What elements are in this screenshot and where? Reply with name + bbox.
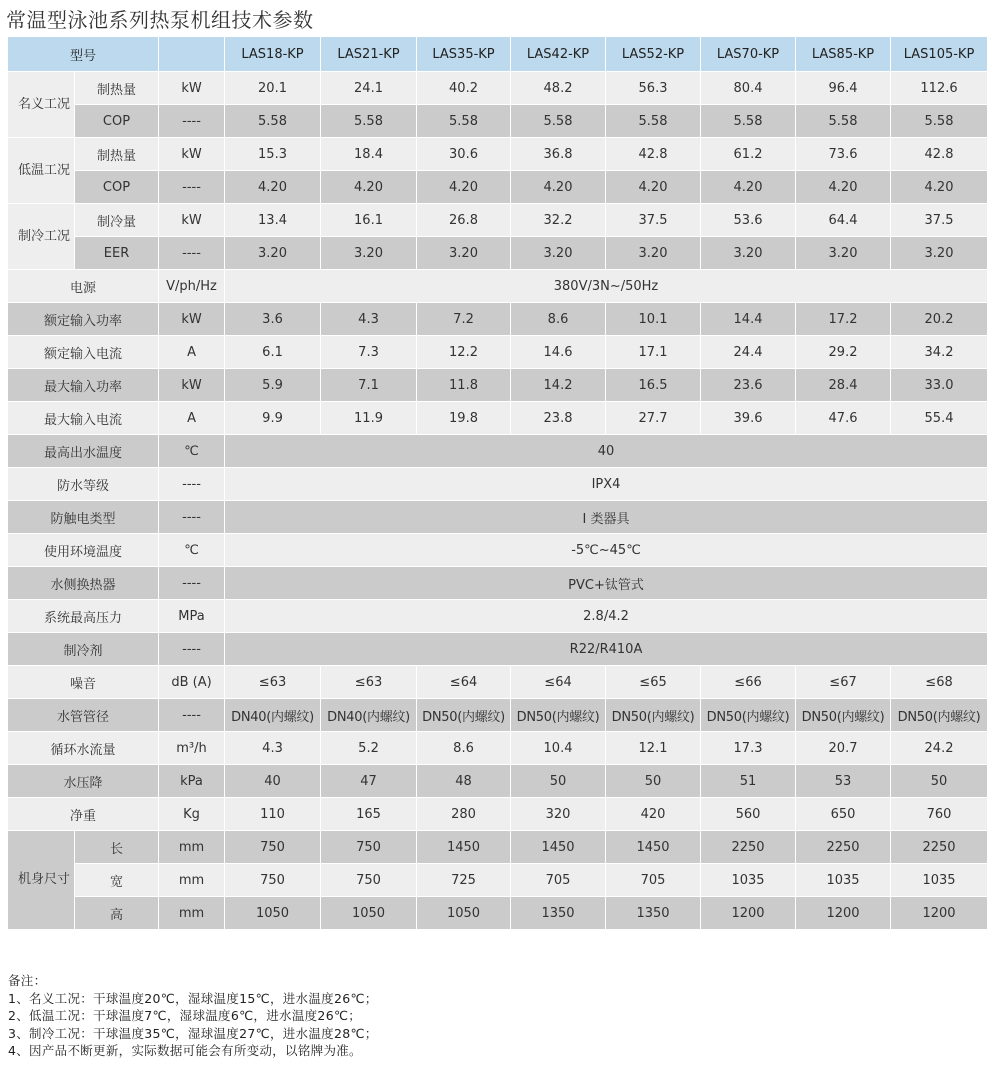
value-cell: 42.8: [891, 138, 988, 171]
value-cell: 16.5: [606, 369, 701, 402]
table-row: [8, 666, 988, 699]
value-cell: 7.2: [417, 303, 511, 336]
row-label: 高: [75, 897, 159, 930]
value-cell: DN50(内螺纹): [796, 699, 891, 732]
row-label: COP: [75, 171, 159, 204]
value-cell: 3.20: [511, 237, 606, 270]
table-row: [8, 699, 988, 732]
value-cell: 5.58: [417, 105, 511, 138]
value-cell: 1350: [511, 897, 606, 930]
value-cell: 10.1: [606, 303, 701, 336]
table-row: [8, 171, 988, 204]
row-label: 额定输入电流: [8, 336, 159, 369]
value-cell: 4.3: [321, 303, 417, 336]
model-cell: LAS52-KP: [606, 37, 701, 72]
merged-value: 380V/3N~/50Hz: [225, 270, 988, 303]
value-cell: 37.5: [891, 204, 988, 237]
value-cell: 50: [511, 765, 606, 798]
value-cell: 3.20: [321, 237, 417, 270]
row-label: 电源: [8, 270, 159, 303]
value-cell: 17.1: [606, 336, 701, 369]
value-cell: 36.8: [511, 138, 606, 171]
value-cell: DN50(内螺纹): [701, 699, 796, 732]
value-cell: ≤67: [796, 666, 891, 699]
value-cell: 705: [511, 864, 606, 897]
value-cell: 20.1: [225, 72, 321, 105]
value-cell: DN50(内螺纹): [606, 699, 701, 732]
value-cell: 24.2: [891, 732, 988, 765]
notes: [8, 972, 378, 1060]
value-cell: 3.20: [417, 237, 511, 270]
group-label: 制冷工况: [8, 204, 75, 270]
value-cell: 5.58: [321, 105, 417, 138]
row-label: 使用环境温度: [8, 534, 159, 567]
model-cell: LAS21-KP: [321, 37, 417, 72]
table-row: [8, 204, 988, 237]
value-cell: 64.4: [796, 204, 891, 237]
row-label: 制冷量: [75, 204, 159, 237]
value-cell: 32.2: [511, 204, 606, 237]
unit-cell: ----: [159, 171, 225, 204]
row-label: COP: [75, 105, 159, 138]
value-cell: 8.6: [417, 732, 511, 765]
unit-cell: kPa: [159, 765, 225, 798]
header-row: [8, 37, 988, 72]
value-cell: 4.20: [606, 171, 701, 204]
value-cell: DN50(内螺纹): [891, 699, 988, 732]
note-line: 4、因产品不断更新，实际数据可能会有所变动，以铭牌为准。: [8, 1043, 362, 1058]
notes-heading: 备注：: [8, 973, 47, 988]
model-cell: LAS85-KP: [796, 37, 891, 72]
value-cell: 1035: [891, 864, 988, 897]
model-header: 型号: [8, 37, 159, 72]
value-cell: 4.20: [417, 171, 511, 204]
unit-cell: mm: [159, 864, 225, 897]
row-label: 防触电类型: [8, 501, 159, 534]
value-cell: 24.1: [321, 72, 417, 105]
value-cell: 1200: [796, 897, 891, 930]
unit-cell: ℃: [159, 534, 225, 567]
unit-header: [159, 37, 225, 72]
row-label: 系统最高压力: [8, 600, 159, 633]
merged-value: R22/R410A: [225, 633, 988, 666]
unit-cell: V/ph/Hz: [159, 270, 225, 303]
value-cell: 4.20: [511, 171, 606, 204]
note-line: 3、制冷工况：干球温度35℃，湿球温度27℃，进水温度28℃；: [8, 1025, 378, 1041]
value-cell: 1200: [891, 897, 988, 930]
row-label: 额定输入功率: [8, 303, 159, 336]
value-cell: 42.8: [606, 138, 701, 171]
table-row: [8, 798, 988, 831]
model-cell: LAS42-KP: [511, 37, 606, 72]
value-cell: 24.4: [701, 336, 796, 369]
row-label: 最大输入电流: [8, 402, 159, 435]
unit-cell: mm: [159, 897, 225, 930]
row-label: 净重: [8, 798, 159, 831]
row-label: 水管管径: [8, 699, 159, 732]
value-cell: 280: [417, 798, 511, 831]
unit-cell: ----: [159, 699, 225, 732]
value-cell: 1450: [417, 831, 511, 864]
unit-cell: kW: [159, 204, 225, 237]
note-line: 2、低温工况：干球温度7℃，湿球温度6℃，进水温度26℃；: [8, 1008, 362, 1023]
value-cell: 1450: [511, 831, 606, 864]
value-cell: 1350: [606, 897, 701, 930]
value-cell: DN50(内螺纹): [417, 699, 511, 732]
value-cell: ≤66: [701, 666, 796, 699]
page-title: 常温型泳池系列热泵机组技术参数: [6, 8, 314, 32]
merged-value: PVC+钛管式: [225, 567, 988, 600]
table-row: [8, 138, 988, 171]
value-cell: 5.2: [321, 732, 417, 765]
value-cell: ≤65: [606, 666, 701, 699]
note-line: 1、名义工况：干球温度20℃，湿球温度15℃，进水温度26℃；: [8, 990, 378, 1006]
value-cell: 1050: [225, 897, 321, 930]
row-label: 最高出水温度: [8, 435, 159, 468]
model-cell: LAS105-KP: [891, 37, 988, 72]
value-cell: 13.4: [225, 204, 321, 237]
unit-cell: ℃: [159, 435, 225, 468]
row-label: 长: [75, 831, 159, 864]
row-label: 宽: [75, 864, 159, 897]
unit-cell: ----: [159, 501, 225, 534]
value-cell: 650: [796, 798, 891, 831]
table-row: [8, 600, 988, 633]
value-cell: 40.2: [417, 72, 511, 105]
value-cell: 23.6: [701, 369, 796, 402]
table-row: [8, 732, 988, 765]
value-cell: 5.58: [701, 105, 796, 138]
row-label: 噪音: [8, 666, 159, 699]
value-cell: 26.8: [417, 204, 511, 237]
value-cell: 55.4: [891, 402, 988, 435]
value-cell: 5.58: [606, 105, 701, 138]
table-row: [8, 897, 988, 930]
table-row: [8, 369, 988, 402]
merged-value: 2.8/4.2: [225, 600, 988, 633]
value-cell: 14.2: [511, 369, 606, 402]
value-cell: 48.2: [511, 72, 606, 105]
value-cell: 47: [321, 765, 417, 798]
value-cell: 3.20: [225, 237, 321, 270]
value-cell: 2250: [891, 831, 988, 864]
unit-cell: kW: [159, 303, 225, 336]
value-cell: 9.9: [225, 402, 321, 435]
value-cell: 18.4: [321, 138, 417, 171]
value-cell: DN40(内螺纹): [321, 699, 417, 732]
group-label: 低温工况: [8, 138, 75, 204]
value-cell: 73.6: [796, 138, 891, 171]
value-cell: 3.20: [701, 237, 796, 270]
value-cell: 37.5: [606, 204, 701, 237]
unit-cell: A: [159, 402, 225, 435]
value-cell: 28.4: [796, 369, 891, 402]
table-row: [8, 402, 988, 435]
value-cell: 53.6: [701, 204, 796, 237]
value-cell: 16.1: [321, 204, 417, 237]
value-cell: 3.6: [225, 303, 321, 336]
unit-cell: kW: [159, 369, 225, 402]
table-row: [8, 534, 988, 567]
value-cell: 14.6: [511, 336, 606, 369]
value-cell: 39.6: [701, 402, 796, 435]
value-cell: 4.3: [225, 732, 321, 765]
unit-cell: ----: [159, 105, 225, 138]
row-label: 制热量: [75, 138, 159, 171]
unit-cell: dB (A): [159, 666, 225, 699]
value-cell: 10.4: [511, 732, 606, 765]
value-cell: 3.20: [606, 237, 701, 270]
table-row: [8, 633, 988, 666]
value-cell: 80.4: [701, 72, 796, 105]
group-label: 名义工况: [8, 72, 75, 138]
value-cell: 4.20: [225, 171, 321, 204]
model-cell: LAS70-KP: [701, 37, 796, 72]
value-cell: 4.20: [891, 171, 988, 204]
table-row: [8, 435, 988, 468]
value-cell: 56.3: [606, 72, 701, 105]
unit-cell: kW: [159, 138, 225, 171]
value-cell: 4.20: [796, 171, 891, 204]
value-cell: 5.58: [511, 105, 606, 138]
value-cell: 34.2: [891, 336, 988, 369]
value-cell: 4.20: [701, 171, 796, 204]
table-row: [8, 501, 988, 534]
value-cell: 7.1: [321, 369, 417, 402]
value-cell: 15.3: [225, 138, 321, 171]
value-cell: 27.7: [606, 402, 701, 435]
value-cell: 5.58: [225, 105, 321, 138]
row-label: 水侧换热器: [8, 567, 159, 600]
unit-cell: m³/h: [159, 732, 225, 765]
value-cell: 5.58: [891, 105, 988, 138]
value-cell: 23.8: [511, 402, 606, 435]
table-row: [8, 831, 988, 864]
unit-cell: ----: [159, 237, 225, 270]
row-label: EER: [75, 237, 159, 270]
value-cell: ≤68: [891, 666, 988, 699]
value-cell: 14.4: [701, 303, 796, 336]
table-row: [8, 336, 988, 369]
value-cell: 760: [891, 798, 988, 831]
value-cell: 3.20: [891, 237, 988, 270]
spec-table: [7, 36, 988, 930]
value-cell: 53: [796, 765, 891, 798]
value-cell: 12.1: [606, 732, 701, 765]
value-cell: 4.20: [321, 171, 417, 204]
unit-cell: A: [159, 336, 225, 369]
value-cell: 1035: [796, 864, 891, 897]
value-cell: 20.7: [796, 732, 891, 765]
value-cell: 2250: [701, 831, 796, 864]
value-cell: 110: [225, 798, 321, 831]
table-row: [8, 237, 988, 270]
value-cell: 1200: [701, 897, 796, 930]
unit-cell: ----: [159, 633, 225, 666]
value-cell: 1035: [701, 864, 796, 897]
unit-cell: ----: [159, 468, 225, 501]
value-cell: 5.9: [225, 369, 321, 402]
value-cell: 705: [606, 864, 701, 897]
value-cell: 1450: [606, 831, 701, 864]
value-cell: 320: [511, 798, 606, 831]
value-cell: 47.6: [796, 402, 891, 435]
merged-value: I 类器具: [225, 501, 988, 534]
row-label: 制冷剂: [8, 633, 159, 666]
unit-cell: kW: [159, 72, 225, 105]
unit-cell: mm: [159, 831, 225, 864]
value-cell: 51: [701, 765, 796, 798]
group-label: 机身尺寸: [8, 831, 75, 930]
value-cell: 6.1: [225, 336, 321, 369]
value-cell: 5.58: [796, 105, 891, 138]
table-row: [8, 468, 988, 501]
value-cell: DN40(内螺纹): [225, 699, 321, 732]
value-cell: 50: [606, 765, 701, 798]
value-cell: 2250: [796, 831, 891, 864]
merged-value: -5℃~45℃: [225, 534, 988, 567]
value-cell: 750: [225, 831, 321, 864]
unit-cell: Kg: [159, 798, 225, 831]
value-cell: 33.0: [891, 369, 988, 402]
table-row: [8, 765, 988, 798]
value-cell: 1050: [417, 897, 511, 930]
value-cell: 48: [417, 765, 511, 798]
value-cell: 165: [321, 798, 417, 831]
table-row: [8, 567, 988, 600]
value-cell: 725: [417, 864, 511, 897]
value-cell: 750: [321, 864, 417, 897]
table-row: [8, 72, 988, 105]
value-cell: 29.2: [796, 336, 891, 369]
value-cell: 3.20: [796, 237, 891, 270]
value-cell: 8.6: [511, 303, 606, 336]
row-label: 最大输入功率: [8, 369, 159, 402]
merged-value: IPX4: [225, 468, 988, 501]
value-cell: ≤63: [225, 666, 321, 699]
table-row: [8, 270, 988, 303]
value-cell: 560: [701, 798, 796, 831]
value-cell: 112.6: [891, 72, 988, 105]
value-cell: 30.6: [417, 138, 511, 171]
table-row: [8, 105, 988, 138]
unit-cell: ----: [159, 567, 225, 600]
value-cell: 7.3: [321, 336, 417, 369]
value-cell: 420: [606, 798, 701, 831]
value-cell: 19.8: [417, 402, 511, 435]
value-cell: 11.8: [417, 369, 511, 402]
value-cell: 12.2: [417, 336, 511, 369]
value-cell: 1050: [321, 897, 417, 930]
table-row: [8, 864, 988, 897]
table-row: [8, 303, 988, 336]
merged-value: 40: [225, 435, 988, 468]
value-cell: 96.4: [796, 72, 891, 105]
value-cell: 50: [891, 765, 988, 798]
row-label: 水压降: [8, 765, 159, 798]
value-cell: 750: [225, 864, 321, 897]
model-cell: LAS18-KP: [225, 37, 321, 72]
value-cell: 40: [225, 765, 321, 798]
value-cell: ≤64: [417, 666, 511, 699]
row-label: 循环水流量: [8, 732, 159, 765]
value-cell: 11.9: [321, 402, 417, 435]
row-label: 制热量: [75, 72, 159, 105]
value-cell: ≤64: [511, 666, 606, 699]
row-label: 防水等级: [8, 468, 159, 501]
value-cell: 20.2: [891, 303, 988, 336]
value-cell: 17.3: [701, 732, 796, 765]
unit-cell: MPa: [159, 600, 225, 633]
value-cell: ≤63: [321, 666, 417, 699]
value-cell: 17.2: [796, 303, 891, 336]
value-cell: DN50(内螺纹): [511, 699, 606, 732]
value-cell: 750: [321, 831, 417, 864]
model-cell: LAS35-KP: [417, 37, 511, 72]
value-cell: 61.2: [701, 138, 796, 171]
